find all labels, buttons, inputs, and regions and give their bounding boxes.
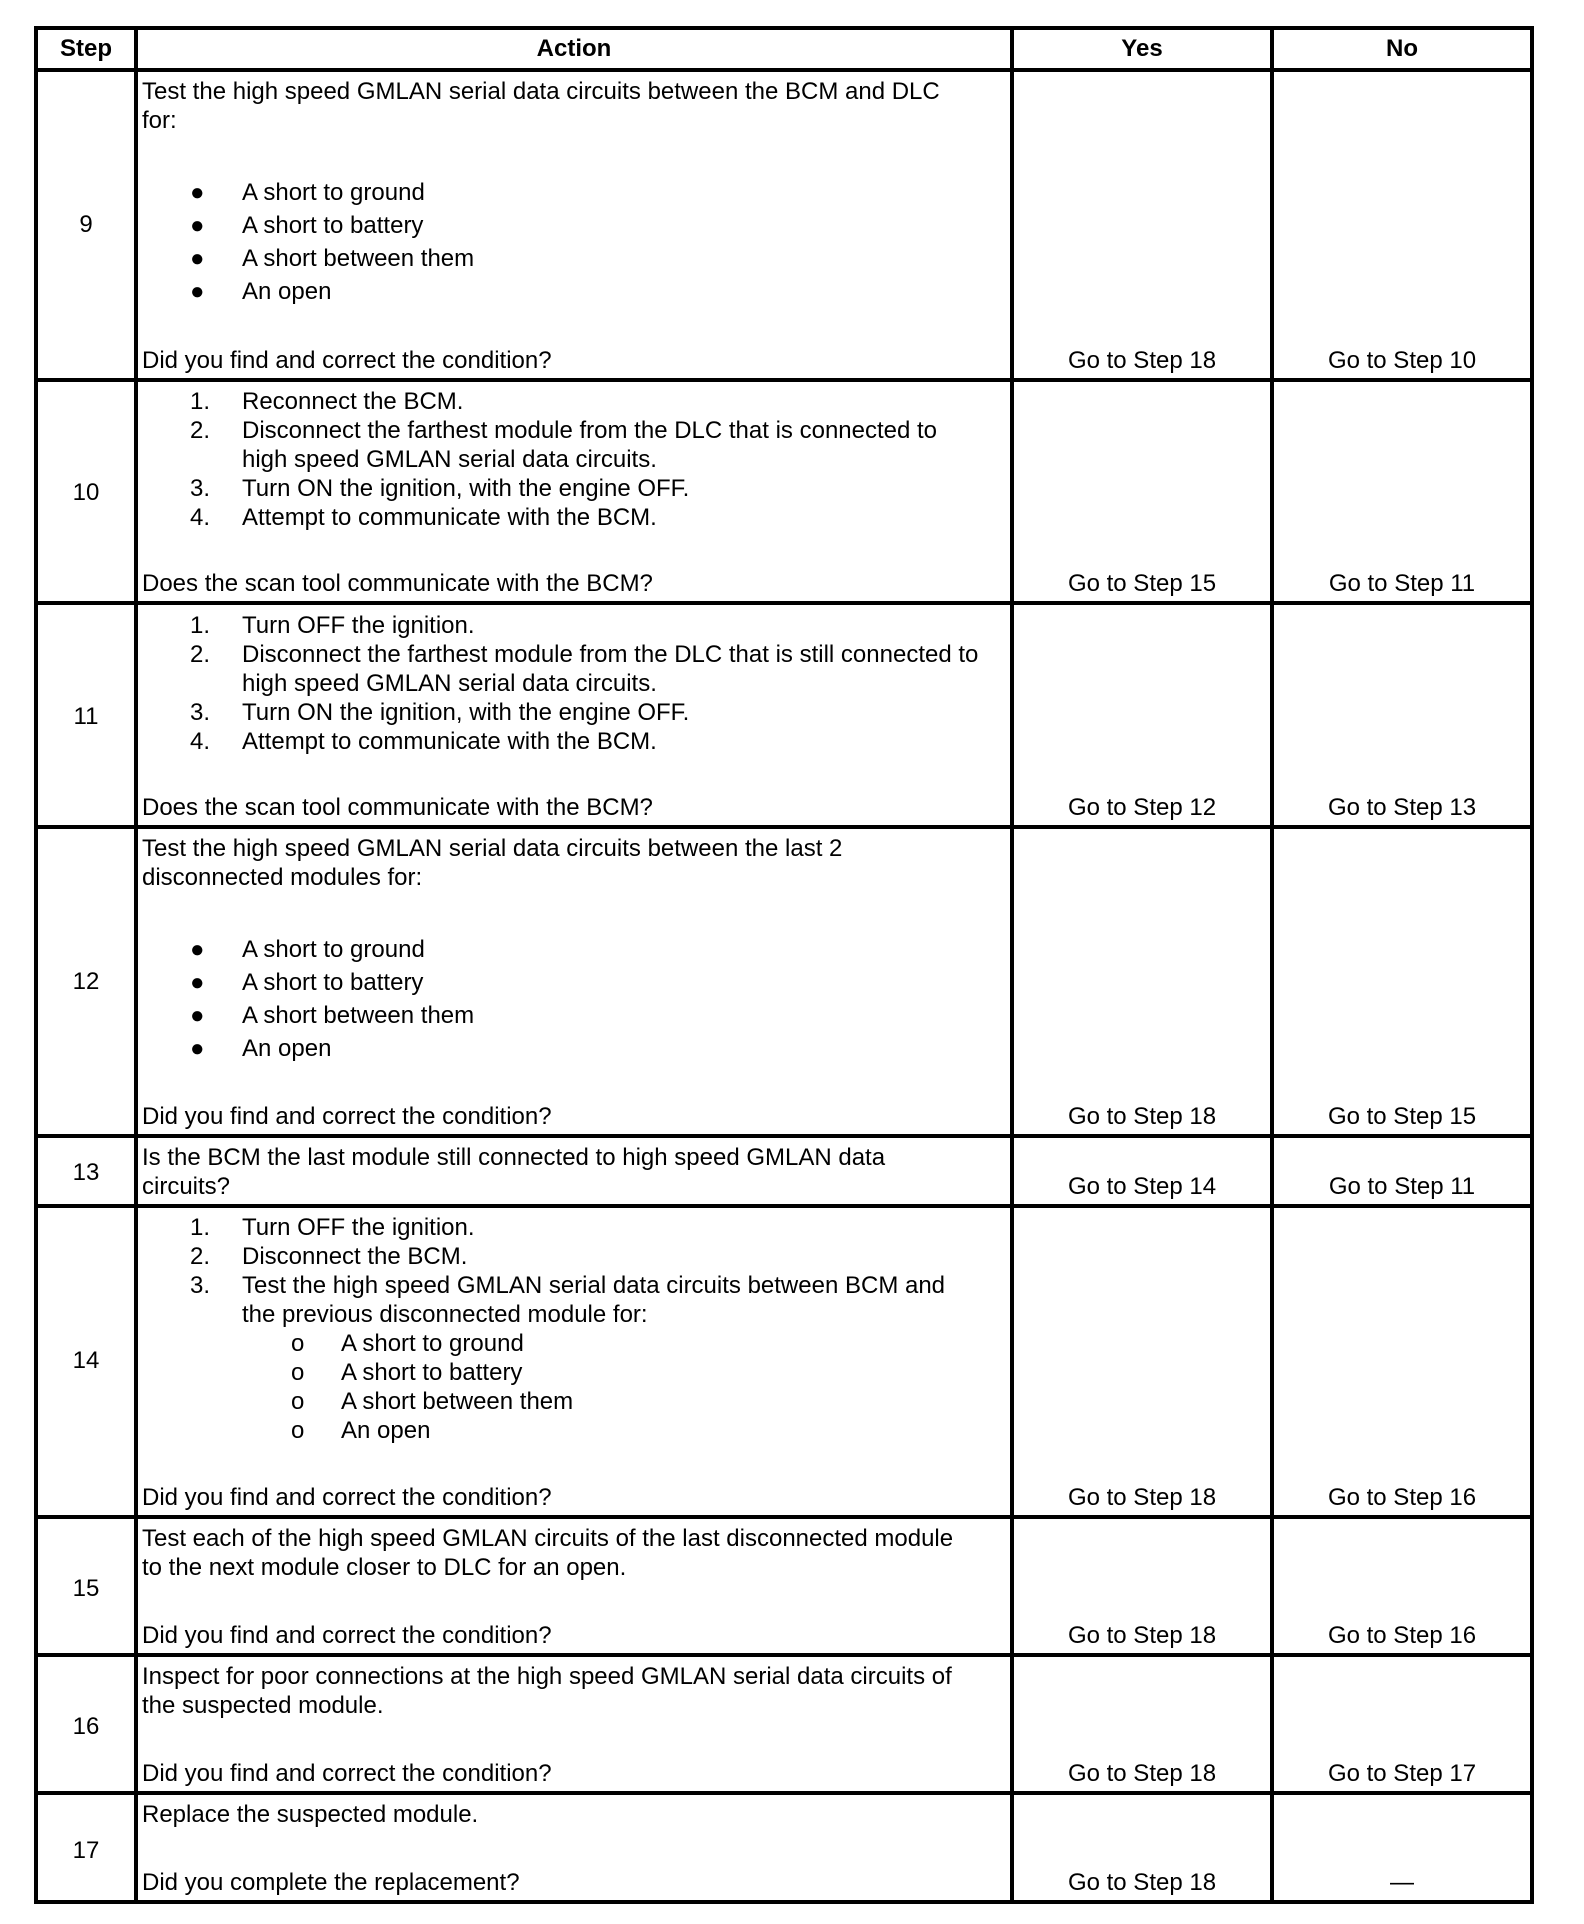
sub-bullet-item: A short to battery xyxy=(341,1359,523,1386)
yes-result: Go to Step 18 xyxy=(1067,347,1217,374)
action-text: Inspect for poor connections at the high speed GMLAN serial data circuits of xyxy=(142,1663,952,1690)
list-item: Test the high speed GMLAN serial data circuits between BCM and xyxy=(242,1272,946,1299)
list-item: Turn OFF the ignition. xyxy=(242,612,475,639)
list-item: high speed GMLAN serial data circuits. xyxy=(242,446,657,473)
no-result: Go to Step 16 xyxy=(1327,1622,1477,1649)
action-text: for: xyxy=(142,107,177,134)
sub-bullet-item: An open xyxy=(341,1417,431,1444)
sub-bullet-mark: o xyxy=(291,1417,305,1444)
action-text: disconnected modules for: xyxy=(142,864,423,891)
header-step: Step xyxy=(59,35,112,62)
list-number: 2. xyxy=(190,417,211,444)
question-text: Does the scan tool communicate with the BCM? xyxy=(142,794,653,821)
step-number: 12 xyxy=(72,968,100,995)
bullet-item: A short to battery xyxy=(242,212,424,239)
question-text: Does the scan tool communicate with the BCM? xyxy=(142,570,653,597)
question-text: Did you find and correct the condition? xyxy=(142,1484,552,1511)
yes-result: Go to Step 15 xyxy=(1067,570,1217,597)
sub-bullet-mark: o xyxy=(291,1359,305,1386)
bullet-item: A short to ground xyxy=(242,936,425,963)
list-item: Disconnect the farthest module from the DLC that is still connected to xyxy=(242,641,979,668)
yes-result: Go to Step 18 xyxy=(1067,1760,1217,1787)
list-number: 3. xyxy=(190,1272,211,1299)
sub-bullet-mark: o xyxy=(291,1330,305,1357)
yes-result: Go to Step 18 xyxy=(1067,1869,1217,1896)
step-number: 15 xyxy=(72,1575,100,1602)
no-result: Go to Step 16 xyxy=(1327,1484,1477,1511)
bullet-mark: ● xyxy=(190,1035,205,1062)
list-number: 2. xyxy=(190,641,211,668)
action-text: circuits? xyxy=(142,1173,231,1200)
bullet-mark: ● xyxy=(190,245,205,272)
action-text: the suspected module. xyxy=(142,1692,384,1719)
bullet-item: An open xyxy=(242,1035,332,1062)
question-text: Did you find and correct the condition? xyxy=(142,1760,552,1787)
question-text: Did you find and correct the condition? xyxy=(142,347,552,374)
step-number: 10 xyxy=(72,479,100,506)
no-result: — xyxy=(1390,1869,1414,1896)
no-result: Go to Step 17 xyxy=(1327,1760,1477,1787)
no-result: Go to Step 11 xyxy=(1328,1173,1476,1200)
bullet-item: A short to battery xyxy=(242,969,424,996)
bullet-mark: ● xyxy=(190,969,205,996)
bullet-item: A short to ground xyxy=(242,179,425,206)
action-text: to the next module closer to DLC for an open. xyxy=(142,1554,627,1581)
list-item: Turn ON the ignition, with the engine OFF. xyxy=(242,475,690,502)
yes-result: Go to Step 18 xyxy=(1067,1622,1217,1649)
list-number: 3. xyxy=(190,475,211,502)
sub-bullet-item: A short between them xyxy=(341,1388,574,1415)
list-item: Turn ON the ignition, with the engine OFF. xyxy=(242,699,690,726)
bullet-mark: ● xyxy=(190,212,205,239)
list-number: 2. xyxy=(190,1243,211,1270)
no-result: Go to Step 11 xyxy=(1328,570,1476,597)
action-text: Is the BCM the last module still connected to high speed GMLAN data xyxy=(142,1144,886,1171)
sub-bullet-item: A short to ground xyxy=(341,1330,524,1357)
yes-result: Go to Step 18 xyxy=(1067,1484,1217,1511)
list-item: the previous disconnected module for: xyxy=(242,1301,648,1328)
list-item: Turn OFF the ignition. xyxy=(242,1214,475,1241)
step-number: 9 xyxy=(79,211,93,238)
bullet-mark: ● xyxy=(190,936,205,963)
step-number: 13 xyxy=(72,1159,100,1186)
step-number: 16 xyxy=(72,1713,100,1740)
list-number: 1. xyxy=(190,1214,211,1241)
list-item: Reconnect the BCM. xyxy=(242,388,464,415)
action-text: Test each of the high speed GMLAN circuits of the last disconnected module xyxy=(142,1525,954,1552)
action-text: Replace the suspected module. xyxy=(142,1801,479,1828)
bullet-item: A short between them xyxy=(242,1002,475,1029)
bullet-item: An open xyxy=(242,278,332,305)
yes-result: Go to Step 18 xyxy=(1067,1103,1217,1130)
bullet-mark: ● xyxy=(190,1002,205,1029)
question-text: Did you find and correct the condition? xyxy=(142,1103,552,1130)
list-number: 1. xyxy=(190,388,211,415)
bullet-mark: ● xyxy=(190,179,205,206)
sub-bullet-mark: o xyxy=(291,1388,305,1415)
yes-result: Go to Step 14 xyxy=(1067,1173,1217,1200)
bullet-mark: ● xyxy=(190,278,205,305)
list-number: 1. xyxy=(190,612,211,639)
list-item: Attempt to communicate with the BCM. xyxy=(242,504,657,531)
list-item: Attempt to communicate with the BCM. xyxy=(242,728,657,755)
no-result: Go to Step 10 xyxy=(1327,347,1477,374)
yes-result: Go to Step 12 xyxy=(1067,794,1217,821)
step-number: 17 xyxy=(72,1837,100,1864)
list-number: 4. xyxy=(190,728,211,755)
list-item: Disconnect the BCM. xyxy=(242,1243,468,1270)
bullet-item: A short between them xyxy=(242,245,475,272)
list-number: 4. xyxy=(190,504,211,531)
step-number: 11 xyxy=(73,703,99,730)
action-text: Test the high speed GMLAN serial data circuits between the last 2 xyxy=(142,835,843,862)
list-number: 3. xyxy=(190,699,211,726)
no-result: Go to Step 13 xyxy=(1327,794,1477,821)
step-number: 14 xyxy=(72,1347,100,1374)
no-result: Go to Step 15 xyxy=(1327,1103,1477,1130)
list-item: high speed GMLAN serial data circuits. xyxy=(242,670,657,697)
action-text: Test the high speed GMLAN serial data circuits between the BCM and DLC xyxy=(142,78,940,105)
list-item: Disconnect the farthest module from the DLC that is connected to xyxy=(242,417,938,444)
question-text: Did you complete the replacement? xyxy=(142,1869,520,1896)
header-yes: Yes xyxy=(1121,35,1163,62)
header-no: No xyxy=(1386,35,1418,62)
header-action: Action xyxy=(536,35,612,62)
question-text: Did you find and correct the condition? xyxy=(142,1622,552,1649)
